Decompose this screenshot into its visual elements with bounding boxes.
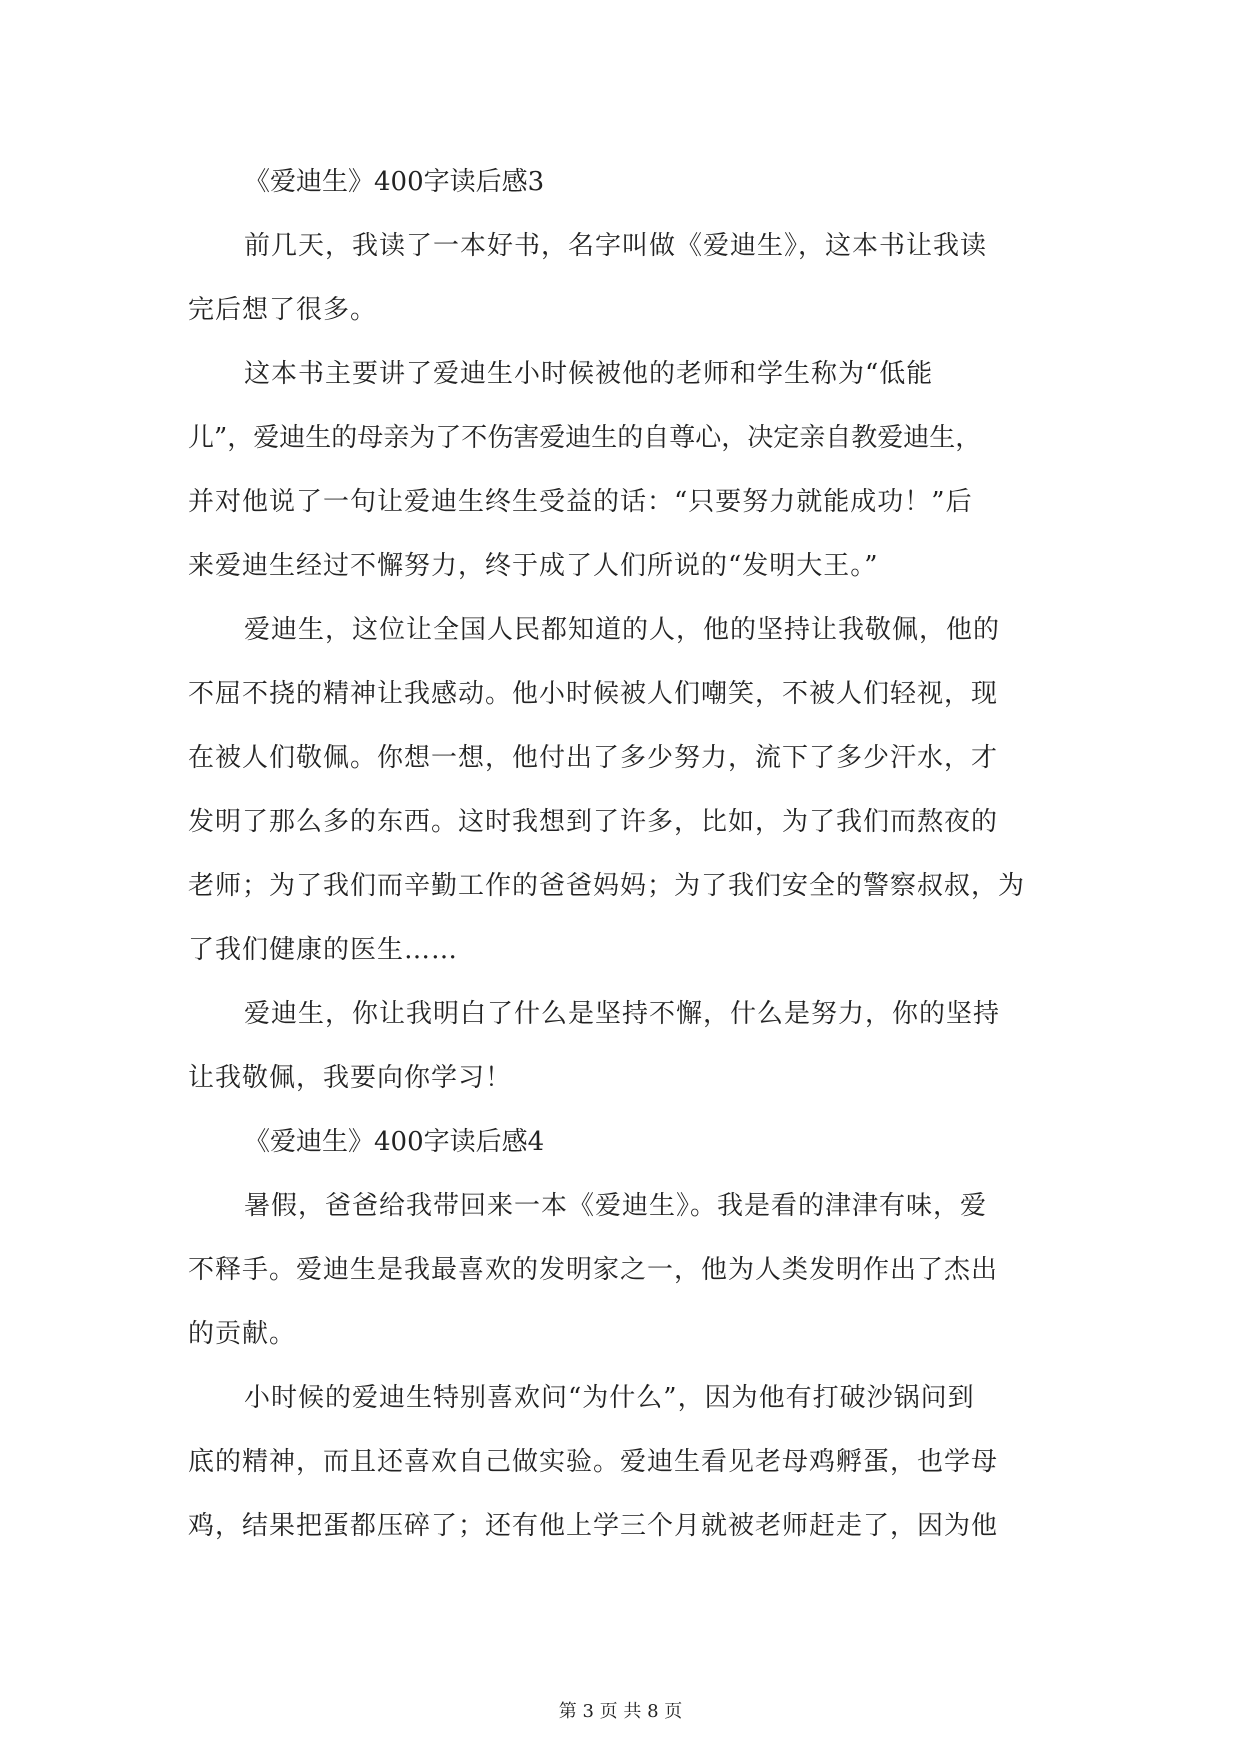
paragraph-line: 儿”，爱迪生的母亲为了不伤害爱迪生的自尊心，决定亲自教爱迪生， [188, 423, 982, 453]
paragraph-line: 完后想了很多。 [188, 295, 378, 325]
paragraph-line: 的贡献。 [188, 1319, 297, 1349]
paragraph-line: 小时候的爱迪生特别喜欢问“为什么”，因为他有打破沙锅问到 [244, 1383, 975, 1413]
document-body [188, 150, 1054, 1558]
paragraph-line: 爱迪生，你让我明白了什么是坚持不懈，什么是努力，你的坚持 [244, 999, 1001, 1029]
paragraph-line: 在被人们敬佩。你想一想，他付出了多少努力，流下了多少汗水，才 [188, 743, 999, 773]
paragraph-line: 底的精神，而且还喜欢自己做实验。爱迪生看见老母鸡孵蛋，也学母 [188, 1447, 999, 1477]
section-heading: 《爱迪生》400字读后感4 [244, 1127, 545, 1157]
paragraph-line: 了我们健康的医生…… [188, 935, 459, 965]
paragraph-line: 不释手。爱迪生是我最喜欢的发明家之一，他为人类发明作出了杰出 [188, 1255, 999, 1285]
paragraph-line: 暑假，爸爸给我带回来一本《爱迪生》。我是看的津津有味，爱 [244, 1191, 988, 1221]
paragraph-line: 发明了那么多的东西。这时我想到了许多，比如，为了我们而熬夜的 [188, 807, 999, 837]
paragraph-line: 鸡，结果把蛋都压碎了；还有他上学三个月就被老师赶走了，因为他 [188, 1511, 999, 1541]
paragraph-line: 来爱迪生经过不懈努力，终于成了人们所说的“发明大王。” [188, 551, 879, 581]
paragraph-line: 让我敬佩，我要向你学习！ [188, 1063, 513, 1093]
paragraph-line: 爱迪生，这位让全国人民都知道的人，他的坚持让我敬佩，他的 [244, 615, 1001, 645]
page-footer [0, 1697, 1241, 1723]
paragraph-line: 并对他说了一句让爱迪生终生受益的话：“只要努力就能成功！”后 [188, 487, 973, 517]
paragraph-line: 这本书主要讲了爱迪生小时候被他的老师和学生称为“低能 [244, 359, 934, 389]
section-heading: 《爱迪生》400字读后感3 [244, 167, 545, 197]
paragraph-line: 不屈不挠的精神让我感动。他小时候被人们嘲笑，不被人们轻视，现 [188, 679, 999, 709]
paragraph-line: 老师；为了我们而辛勤工作的爸爸妈妈；为了我们安全的警察叔叔，为 [188, 871, 1026, 901]
page-number: 第 3 页 共 8 页 [558, 1701, 683, 1722]
paragraph-line: 前几天，我读了一本好书，名字叫做《爱迪生》，这本书让我读 [244, 231, 988, 261]
